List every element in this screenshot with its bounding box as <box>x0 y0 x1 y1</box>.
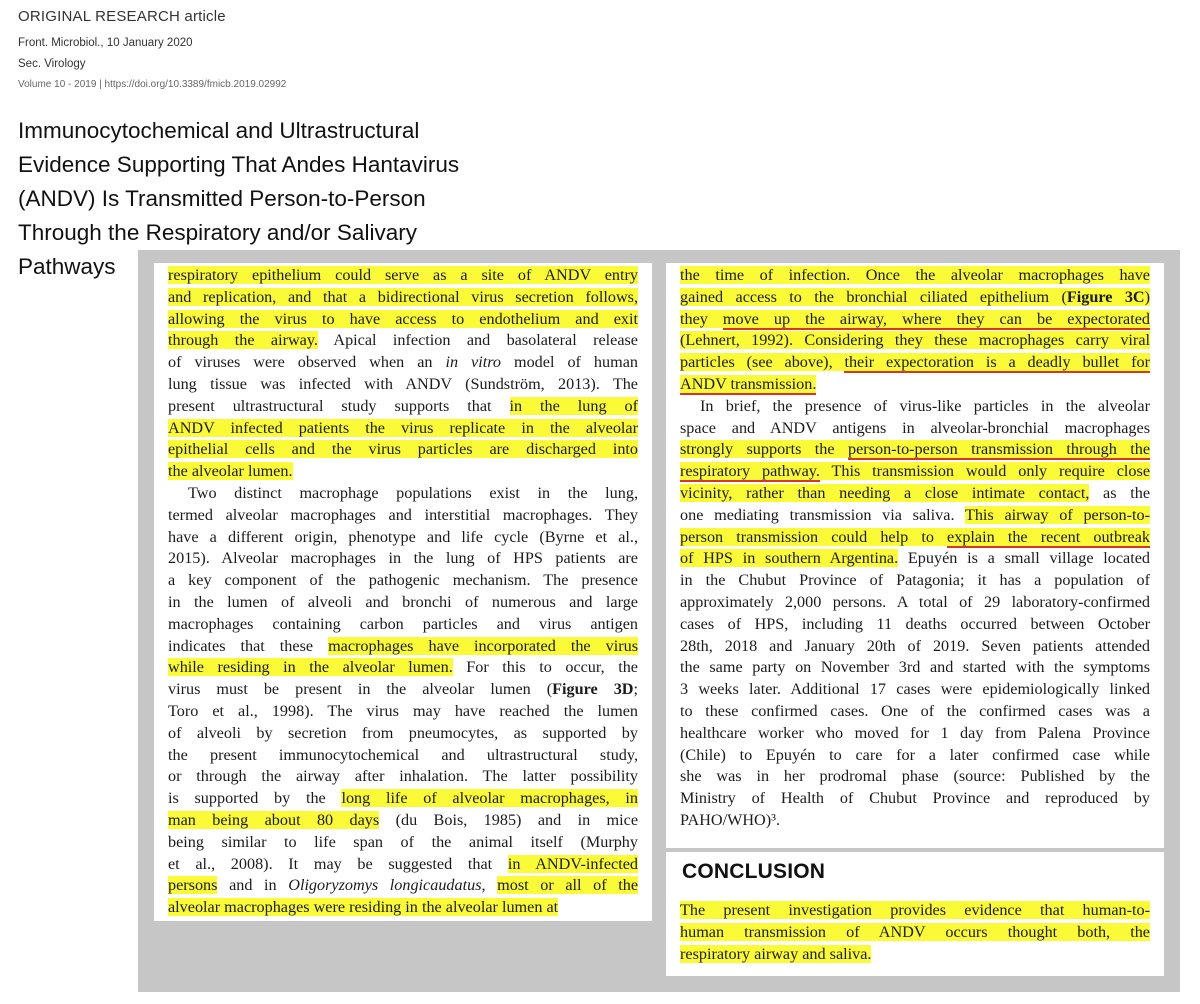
journal-date: Front. Microbiol., 10 January 2020 <box>18 37 193 49</box>
conclusion-heading: CONCLUSION <box>682 860 826 883</box>
text-line <box>168 832 638 854</box>
text-span: 28th, 2018 and January 20th of 2019. Seven patients attended <box>680 636 1150 655</box>
text-line <box>680 265 1150 287</box>
text-line <box>168 810 638 832</box>
text-span: termed alveolar macrophages and interstitial macrophages. They <box>168 505 638 524</box>
highlighted-span: ) <box>1144 287 1151 306</box>
text-line <box>680 287 1150 309</box>
highlighted-span: in the lung of <box>509 396 638 415</box>
highlighted-span: respiratory epithelium could serve as a site of ANDV entry <box>168 266 638 284</box>
text-line <box>168 265 638 287</box>
highlighted-span: persons <box>168 876 218 895</box>
text-line <box>680 570 1150 592</box>
text-span: lung tissue was infected with ANDV (Sundström, 2013). The <box>168 374 638 393</box>
highlighted-span: (Lehnert, 1992). Considering they these macrophages carry viral <box>680 331 1150 350</box>
text-span: present ultrastructural study supports that <box>168 396 510 415</box>
highlighted-span: This transmission would only require close <box>819 462 1151 481</box>
text-line <box>680 592 1150 614</box>
text-span: Toro et al., 1998). The virus may have reached the lumen <box>168 701 638 720</box>
text-line <box>680 396 1150 418</box>
text-span: 3 weeks later. Additional 17 cases were epidemiologically linked <box>680 680 1150 699</box>
highlighted-span: long life of alveolar macrophages, in <box>341 789 638 808</box>
right-page-excerpt <box>666 263 1164 848</box>
text-line <box>680 745 1150 767</box>
text-line <box>680 944 1150 966</box>
text-span: in the lumen of alveoli and bronchi of numerous and large <box>168 592 638 611</box>
text-line <box>168 657 638 679</box>
text-line <box>680 418 1150 440</box>
text-line <box>168 723 638 745</box>
text-line <box>680 439 1150 461</box>
conclusion-excerpt <box>666 852 1164 976</box>
highlighted-span: man being about 80 days <box>168 810 380 829</box>
text-span: Apical infection and basolateral release <box>317 331 638 350</box>
text-line <box>168 679 638 701</box>
text-span: , <box>481 876 498 895</box>
highlighted-span: person transmission could help to <box>680 527 948 546</box>
text-line <box>168 374 638 396</box>
highlighted-span: The present investigation provides evidence that human-to- <box>680 901 1150 919</box>
highlighted-span: Figure 3C <box>1066 287 1145 306</box>
text-span: In brief, the presence of virus-like particles in the alveolar <box>700 396 1150 415</box>
text-line <box>168 309 638 331</box>
highlighted-span: respiratory pathway. <box>680 462 820 481</box>
text-line <box>680 723 1150 745</box>
text-span: Figure 3D <box>552 680 634 699</box>
text-line <box>680 374 1150 396</box>
highlighted-span: most or all of the <box>497 876 639 895</box>
text-line <box>168 745 638 767</box>
screenshot-panel <box>138 250 1180 992</box>
text-span: et al., 2008). It may be suggested that <box>168 854 508 873</box>
text-line <box>168 701 638 723</box>
text-line <box>680 900 1150 922</box>
text-span: to these confirmed cases. One of the confirmed cases was a <box>680 701 1150 720</box>
text-line <box>168 875 638 897</box>
text-line <box>680 483 1150 505</box>
text-span: in the Chubut Province of Patagonia; it has a population of <box>680 571 1150 590</box>
article-type: ORIGINAL RESEARCH article <box>18 8 226 25</box>
volume-doi: Volume 10 - 2019 | https://doi.org/10.3389/fmicb.2019.02992 <box>18 79 287 90</box>
text-line <box>168 766 638 788</box>
text-line <box>680 614 1150 636</box>
text-span: (du Bois, 1985) and in mice <box>379 810 639 829</box>
text-line <box>168 527 638 549</box>
text-line <box>680 922 1150 944</box>
text-line <box>168 592 638 614</box>
text-span: For this to occur, the <box>452 658 638 677</box>
journal-section: Sec. Virology <box>18 58 86 70</box>
highlighted-span: epithelial cells and the virus particles are discharged into <box>168 440 638 459</box>
text-span: she was in her prodromal phase (source: Published by the <box>680 767 1150 786</box>
highlighted-span: respiratory airway and saliva. <box>680 944 872 963</box>
text-span: space and ANDV antigens in alveolar-bronchial macrophages <box>680 418 1150 437</box>
highlighted-span: the alveolar lumen. <box>168 462 293 481</box>
text-span: a key component of the pathogenic mechanism. The presence <box>168 571 638 590</box>
text-line <box>680 701 1150 723</box>
text-line <box>168 483 638 505</box>
highlighted-span: the time of infection. Once the alveolar macrophages have <box>680 266 1150 284</box>
text-line <box>680 679 1150 701</box>
text-line <box>680 505 1150 527</box>
highlighted-span: of HPS in southern Argentina. <box>680 549 899 568</box>
text-line <box>168 439 638 461</box>
text-line <box>168 396 638 418</box>
title-line: Through the Respiratory and/or Salivary <box>18 220 417 245</box>
text-span: Epuyén is a small village located <box>898 549 1150 568</box>
highlighted-span: explain the recent outbreak <box>947 527 1151 546</box>
text-span: and in <box>217 876 289 895</box>
highlighted-span: This airway of person-to- <box>964 505 1150 524</box>
title-line: Evidence Supporting That Andes Hantavirus <box>18 152 460 177</box>
text-line <box>680 636 1150 658</box>
text-line <box>680 657 1150 679</box>
text-span: being similar to life span of the animal itself (Murphy <box>168 832 638 851</box>
text-line <box>680 352 1150 374</box>
highlighted-span: move up the airway, where they can be expectorated <box>722 309 1150 328</box>
text-span: ; <box>633 680 638 699</box>
text-span: healthcare worker who moved for 1 day from Palena Province <box>680 723 1150 742</box>
text-span: of viruses were observed when an <box>168 353 446 372</box>
text-line <box>168 548 638 570</box>
highlighted-span: strongly supports the <box>680 440 849 459</box>
highlighted-span: alveolar macrophages were residing in the alveolar lumen at <box>168 898 559 917</box>
highlighted-span: in ANDV-infected <box>507 854 638 873</box>
left-page-excerpt <box>154 263 652 921</box>
highlighted-span: their expectoration is a deadly bullet for <box>844 353 1151 372</box>
text-span: model of human <box>501 353 638 372</box>
text-line <box>680 810 1150 832</box>
text-span: Two distinct macrophage populations exist in the lung, <box>188 483 638 502</box>
text-span: cases of HPS, including 11 deaths occurred between October <box>680 614 1150 633</box>
text-line <box>680 548 1150 570</box>
highlighted-span: macrophages have incorporated the virus <box>328 636 638 655</box>
text-line <box>168 854 638 876</box>
text-span: or through the airway after inhalation. The latter possibility <box>168 767 638 786</box>
highlighted-span: human transmission of ANDV occurs thought both, the <box>680 922 1150 941</box>
highlighted-span: and replication, and that a bidirectional virus secretion follows, <box>168 287 638 306</box>
text-span: have a different origin, phenotype and life cycle (Byrne et al., <box>168 527 638 546</box>
highlighted-span: particles (see above), <box>680 353 845 372</box>
highlighted-span: ANDV transmission. <box>680 374 817 393</box>
text-line <box>168 614 638 636</box>
text-line <box>168 287 638 309</box>
text-span: macrophages containing carbon particles and virus antigen <box>168 614 638 633</box>
highlighted-span: gained access to the bronchial ciliated epithelium ( <box>680 287 1067 306</box>
text-span: (Chile) to Epuyén to care for a later confirmed case while <box>680 745 1150 764</box>
text-line <box>680 766 1150 788</box>
text-line <box>168 505 638 527</box>
conclusion-text <box>680 900 1150 965</box>
text-line <box>168 352 638 374</box>
text-span: one mediating transmission via saliva. <box>680 505 965 524</box>
text-line <box>680 309 1150 331</box>
text-span: as the <box>1089 483 1151 502</box>
text-line <box>168 636 638 658</box>
highlighted-span: person-to-person transmission through the <box>848 440 1151 459</box>
text-line <box>168 788 638 810</box>
text-line <box>680 788 1150 810</box>
text-span: the present immunocytochemical and ultrastructural study, <box>168 745 638 764</box>
highlighted-span: ANDV infected patients the virus replicate in the alveolar <box>168 418 638 437</box>
text-line <box>168 418 638 440</box>
text-span: PAHO/WHO)³. <box>680 810 781 829</box>
left-column-text <box>168 265 638 919</box>
text-span: of alveoli by secretion from pneumocytes, as supported by <box>168 723 638 742</box>
text-span: virus must be present in the alveolar lumen ( <box>168 680 553 699</box>
title-line: (ANDV) Is Transmitted Person-to-Person <box>18 186 426 211</box>
highlighted-span: vicinity, rather than needing a close intimate contact, <box>680 483 1090 502</box>
text-span: 2015). Alveolar macrophages in the lung of HPS patients are <box>168 549 638 568</box>
text-span: in vitro <box>445 353 502 372</box>
text-line <box>168 570 638 592</box>
title-line: Pathways <box>18 254 116 279</box>
text-line <box>680 461 1150 483</box>
highlighted-span: through the airway. <box>168 331 318 350</box>
text-span: Ministry of Health of Chubut Province and reproduced by <box>680 789 1150 808</box>
text-line <box>680 527 1150 549</box>
text-span: the same party on November 3rd and started with the symptoms <box>680 658 1150 677</box>
text-line <box>168 330 638 352</box>
text-line <box>168 461 638 483</box>
highlighted-span: while residing in the alveolar lumen. <box>168 658 453 677</box>
highlighted-span: allowing the virus to have access to endothelium and exit <box>168 309 638 328</box>
text-line <box>680 330 1150 352</box>
text-span: is supported by the <box>168 789 342 808</box>
right-column-text <box>680 265 1150 832</box>
text-line <box>168 897 638 919</box>
highlighted-span: they <box>680 309 723 328</box>
title-line: Immunocytochemical and Ultrastructural <box>18 118 420 143</box>
text-span: Oligoryzomys longicaudatus <box>288 876 482 895</box>
text-span: approximately 2,000 persons. A total of 29 laboratory-confirmed <box>680 592 1150 611</box>
text-span: indicates that these <box>168 636 329 655</box>
